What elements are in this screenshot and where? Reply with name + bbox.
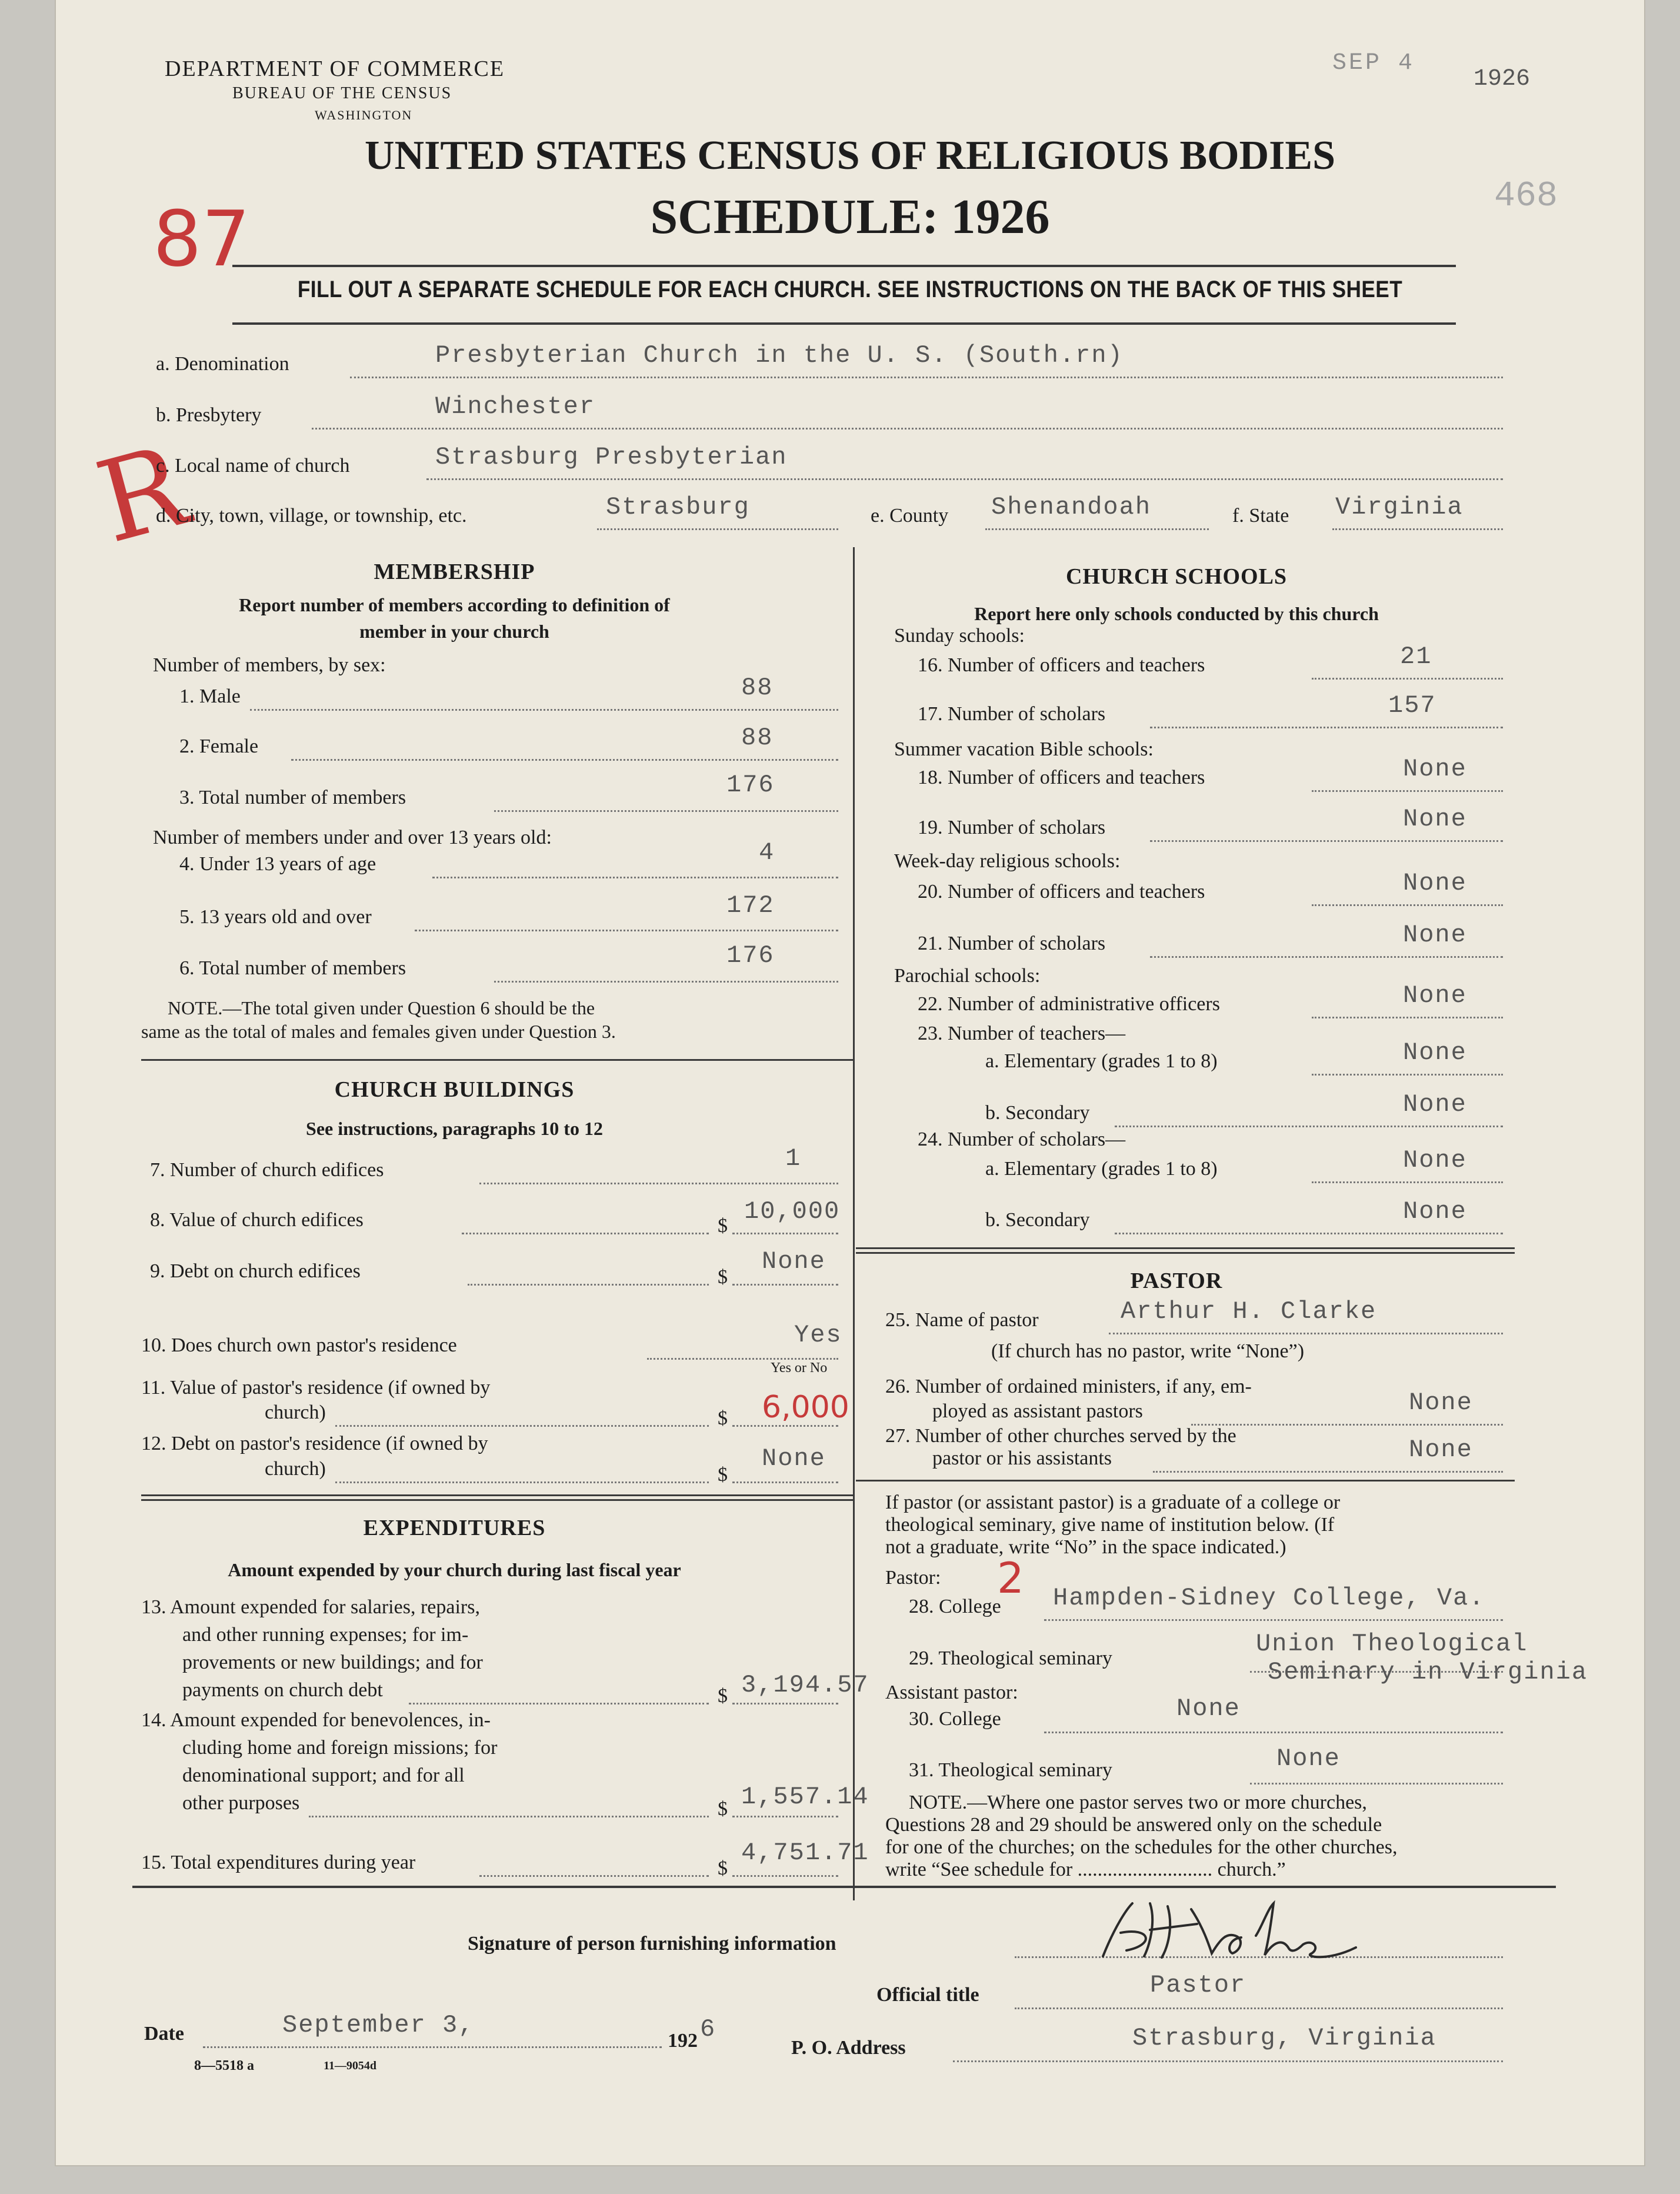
q23a-value[interactable]: None	[1403, 1038, 1467, 1067]
q8-label: 8. Value of church edifices	[150, 1209, 364, 1231]
pastor-note-line1: NOTE.—Where one pastor serves two or more churches,	[909, 1792, 1367, 1813]
q11-value[interactable]: 6,000	[762, 1390, 849, 1425]
q29-label: 29. Theological seminary	[909, 1647, 1112, 1669]
graduate-instruction-line1: If pastor (or assistant pastor) is a graduate of a college or	[885, 1491, 1341, 1513]
q5-label: 5. 13 years old and over	[179, 906, 372, 928]
presbytery-value[interactable]: Winchester	[435, 392, 596, 421]
q9-line	[468, 1284, 709, 1286]
q17-value[interactable]: 157	[1388, 691, 1436, 720]
state-line	[1332, 528, 1503, 530]
q4-value[interactable]: 4	[759, 838, 775, 867]
city-value[interactable]: Strasburg	[606, 493, 750, 521]
q22-label: 22. Number of administrative officers	[918, 993, 1220, 1015]
q30-line	[1044, 1732, 1503, 1733]
q5-value[interactable]: 172	[726, 891, 775, 920]
state-label: f. State	[1232, 505, 1289, 527]
body-bottom-rule	[132, 1886, 1556, 1888]
county-value[interactable]: Shenandoah	[991, 493, 1152, 521]
q14-label-line2: cluding home and foreign missions; for	[182, 1737, 498, 1759]
q15-line	[479, 1875, 709, 1877]
q14-label-line4: other purposes	[182, 1792, 300, 1814]
q7-label: 7. Number of church edifices	[150, 1159, 384, 1181]
q11-label-line1: 11. Value of pastor's residence (if owned by	[141, 1377, 491, 1399]
header-rule-top	[232, 265, 1456, 267]
q1-line	[250, 709, 838, 711]
q15-amount-line	[732, 1875, 838, 1877]
city-line	[597, 528, 838, 530]
presbytery-label: b. Presbytery	[156, 404, 262, 426]
q12-label-line1: 12. Debt on pastor's residence (if owned by	[141, 1433, 488, 1454]
q19-value[interactable]: None	[1403, 805, 1467, 833]
q12-label-line2: church)	[265, 1458, 326, 1480]
q14-label-line3: denominational support; and for all	[182, 1764, 465, 1786]
q30-label: 30. College	[909, 1708, 1001, 1730]
q23b-label: b. Secondary	[985, 1102, 1090, 1124]
q24b-label: b. Secondary	[985, 1209, 1090, 1231]
q16-label: 16. Number of officers and teachers	[918, 654, 1205, 676]
pastor-note-line3: for one of the churches; on the schedules for the other churches,	[885, 1836, 1398, 1858]
q5-line	[415, 930, 838, 931]
q26-value[interactable]: None	[1409, 1389, 1473, 1417]
q2-line	[291, 759, 838, 761]
q20-label: 20. Number of officers and teachers	[918, 881, 1205, 903]
q27-line	[1153, 1471, 1503, 1473]
official-title-line	[1015, 2007, 1503, 2009]
q27-value[interactable]: None	[1409, 1436, 1473, 1464]
assistant-pastor-subheading: Assistant pastor:	[885, 1682, 1018, 1703]
date-year-digit[interactable]: 6	[700, 2015, 716, 2043]
red-handwritten-letter: R	[84, 421, 200, 568]
q24a-line	[1312, 1181, 1503, 1183]
city-label: d. City, town, village, or township, etc.	[156, 505, 467, 527]
q14-line	[309, 1816, 709, 1817]
weekday-schools-label: Week-day religious schools:	[894, 850, 1121, 872]
q13-label-line4: payments on church debt	[182, 1679, 383, 1701]
q28-value[interactable]: Hampden-Sidney College, Va.	[1053, 1584, 1485, 1612]
q23b-value[interactable]: None	[1403, 1090, 1467, 1118]
schools-end-rule-2	[856, 1252, 1515, 1254]
date-value[interactable]: September 3,	[282, 2011, 475, 2039]
official-title-label: Official title	[876, 1984, 979, 2006]
q8-line	[462, 1233, 709, 1234]
q20-line	[1312, 904, 1503, 906]
q14-label-line1: 14. Amount expended for benevolences, in-	[141, 1709, 491, 1731]
q8-dollar: $	[718, 1215, 728, 1237]
date-label: Date	[144, 2023, 184, 2045]
pastor-note-line4: write “See schedule for ........................... church.”	[885, 1859, 1286, 1880]
q14-value[interactable]: 1,557.14	[741, 1783, 869, 1811]
denomination-line	[350, 377, 1503, 378]
po-address-line	[953, 2060, 1503, 2062]
q24b-value[interactable]: None	[1403, 1197, 1467, 1226]
official-title-value[interactable]: Pastor	[1150, 1971, 1246, 1999]
q16-value[interactable]: 21	[1400, 642, 1432, 671]
graduate-instruction-line2: theological seminary, give name of institution below. (If	[885, 1514, 1335, 1536]
membership-note-line2: same as the total of males and females given under Question 3.	[141, 1021, 616, 1042]
q13-label-line1: 13. Amount expended for salaries, repairs,	[141, 1596, 480, 1618]
q2-value[interactable]: 88	[741, 724, 774, 752]
date-line	[203, 2046, 662, 2048]
q3-line	[494, 810, 838, 812]
q28-line	[1044, 1619, 1503, 1621]
summer-schools-label: Summer vacation Bible schools:	[894, 738, 1154, 760]
q23a-line	[1312, 1074, 1503, 1076]
city-heading: WASHINGTON	[315, 108, 413, 122]
pastor-heading: PASTOR	[1130, 1269, 1223, 1293]
county-line	[985, 528, 1209, 530]
presbytery-line	[312, 428, 1503, 430]
form-instructions-banner: FILL OUT A SEPARATE SCHEDULE FOR EACH CHURCH. SEE INSTRUCTIONS ON THE BACK OF THIS SHEET	[297, 277, 1403, 302]
q8-value[interactable]: 10,000	[744, 1197, 841, 1226]
q27-label-line2: pastor or his assistants	[932, 1447, 1112, 1469]
q13-label-line2: and other running expenses; for im-	[182, 1624, 469, 1646]
q25-label: 25. Name of pastor	[885, 1309, 1039, 1331]
q21-value[interactable]: None	[1403, 921, 1467, 949]
q4-line	[432, 877, 838, 878]
q13-dollar: $	[718, 1685, 728, 1707]
q18-label: 18. Number of officers and teachers	[918, 767, 1205, 788]
q10-hint: Yes or No	[771, 1360, 828, 1376]
q16-line	[1312, 678, 1503, 680]
q23a-label: a. Elementary (grades 1 to 8)	[985, 1050, 1218, 1072]
pastor-note-line2: Questions 28 and 29 should be answered only on the schedule	[885, 1814, 1382, 1836]
q14-dollar: $	[718, 1798, 728, 1820]
q3-label: 3. Total number of members	[179, 787, 406, 808]
q14-amount-line	[732, 1816, 838, 1817]
church-name-label: c. Local name of church	[156, 455, 350, 477]
q25-hint: (If church has no pastor, write “None”)	[991, 1340, 1305, 1362]
q22-line	[1312, 1017, 1503, 1018]
red-handwritten-number: 87	[153, 194, 251, 284]
q13-value[interactable]: 3,194.57	[741, 1671, 869, 1699]
church-name-value[interactable]: Strasburg Presbyterian	[435, 443, 788, 471]
q7-value[interactable]: 1	[785, 1144, 802, 1173]
q10-label: 10. Does church own pastor's residence	[141, 1334, 457, 1356]
received-year-stamp: 1926	[1474, 66, 1531, 92]
signature-label: Signature of person furnishing information	[468, 1933, 836, 1955]
q11-label-line2: church)	[265, 1401, 326, 1423]
department-heading: DEPARTMENT OF COMMERCE	[165, 56, 505, 81]
members-by-age-label: Number of members under and over 13 years old:	[153, 827, 552, 848]
q19-label: 19. Number of scholars	[918, 817, 1106, 838]
date-year-prefix: 192	[668, 2030, 698, 2052]
form-number: 8—5518 a	[194, 2058, 254, 2073]
church-name-line	[426, 478, 1503, 480]
q17-line	[1150, 727, 1503, 728]
q11-line	[335, 1425, 709, 1427]
pastor-subheading: Pastor:	[885, 1567, 941, 1589]
q26-label-line1: 26. Number of ordained ministers, if any, em-	[885, 1376, 1252, 1397]
q24a-value[interactable]: None	[1403, 1146, 1467, 1174]
q9-value[interactable]: None	[762, 1247, 826, 1276]
form-title: UNITED STATES CENSUS OF RELIGIOUS BODIES	[364, 133, 1336, 178]
schools-intro: Report here only schools conducted by this church	[974, 603, 1379, 624]
q31-line	[1250, 1783, 1503, 1785]
q23b-line	[1115, 1126, 1503, 1127]
q18-line	[1312, 790, 1503, 792]
pastor-signature	[1079, 1892, 1374, 1974]
received-date-stamp: SEP 4	[1332, 50, 1415, 76]
q7-line	[479, 1183, 838, 1184]
q4-label: 4. Under 13 years of age	[179, 853, 376, 875]
members-by-sex-label: Number of members, by sex:	[153, 654, 386, 676]
q13-label-line3: provements or new buildings; and for	[182, 1652, 483, 1673]
state-value[interactable]: Virginia	[1335, 493, 1464, 521]
q29-value-line2[interactable]: Seminary in Virginia	[1268, 1658, 1588, 1686]
q21-label: 21. Number of scholars	[918, 933, 1106, 954]
membership-heading: MEMBERSHIP	[374, 560, 535, 584]
sunday-schools-label: Sunday schools:	[894, 625, 1025, 647]
po-address-label: P. O. Address	[791, 2037, 906, 2059]
q20-value[interactable]: None	[1403, 869, 1467, 897]
q15-dollar: $	[718, 1857, 728, 1879]
q12-value[interactable]: None	[762, 1444, 826, 1473]
q2-label: 2. Female	[179, 735, 259, 757]
q13-amount-line	[732, 1703, 838, 1704]
q10-value[interactable]: Yes	[794, 1321, 842, 1349]
q15-value[interactable]: 4,751.71	[741, 1839, 869, 1867]
q26-line	[1191, 1424, 1503, 1426]
pastor-mid-rule	[856, 1480, 1515, 1481]
q31-label: 31. Theological seminary	[909, 1759, 1112, 1781]
header-rule-bottom	[232, 322, 1456, 325]
schedule-title: SCHEDULE: 1926	[650, 189, 1050, 244]
q31-value[interactable]: None	[1276, 1744, 1341, 1773]
q11-dollar: $	[718, 1407, 728, 1429]
q12-amount-line	[732, 1481, 838, 1483]
print-number: 11—9054d	[324, 2059, 377, 2072]
q13-line	[409, 1703, 709, 1704]
q12-dollar: $	[718, 1464, 728, 1486]
q21-line	[1150, 956, 1503, 958]
q30-value[interactable]: None	[1176, 1694, 1241, 1723]
buildings-end-rule	[141, 1494, 853, 1496]
q8-amount-line	[732, 1233, 838, 1234]
q6-label: 6. Total number of members	[179, 957, 406, 979]
membership-intro-line2: member in your church	[359, 621, 549, 642]
census-schedule-sheet	[56, 0, 1644, 2165]
membership-end-rule	[141, 1059, 853, 1061]
q6-line	[494, 981, 838, 983]
q24a-label: a. Elementary (grades 1 to 8)	[985, 1158, 1218, 1180]
q19-line	[1150, 840, 1503, 842]
q25-line	[1109, 1333, 1503, 1334]
denomination-label: a. Denomination	[156, 353, 289, 375]
bureau-heading: BUREAU OF THE CENSUS	[232, 84, 452, 102]
q10-line	[647, 1358, 838, 1360]
q23-label: 23. Number of teachers—	[918, 1023, 1126, 1044]
parochial-schools-label: Parochial schools:	[894, 965, 1041, 987]
q6-value[interactable]: 176	[726, 941, 775, 970]
q9-amount-line	[732, 1284, 838, 1286]
schools-heading: CHURCH SCHOOLS	[1065, 564, 1288, 589]
q11-amount-line	[732, 1425, 838, 1427]
q22-value[interactable]: None	[1403, 981, 1467, 1010]
membership-note-line1: NOTE.—The total given under Question 6 should be the	[168, 997, 595, 1018]
file-number-stamp: 468	[1494, 177, 1558, 217]
buildings-end-rule-2	[141, 1499, 853, 1501]
denomination-value[interactable]: Presbyterian Church in the U. S. (South.rn)	[435, 341, 1124, 369]
q12-line	[335, 1481, 709, 1483]
buildings-heading: CHURCH BUILDINGS	[334, 1077, 575, 1102]
q24b-line	[1115, 1233, 1503, 1234]
q3-value[interactable]: 176	[726, 771, 775, 799]
q29-value-line1[interactable]: Union Theological	[1256, 1630, 1528, 1658]
q26-label-line2: ployed as assistant pastors	[932, 1400, 1143, 1422]
county-label: e. County	[871, 505, 949, 527]
q9-label: 9. Debt on church edifices	[150, 1260, 361, 1282]
q17-label: 17. Number of scholars	[918, 703, 1106, 725]
q18-value[interactable]: None	[1403, 755, 1467, 783]
po-address-value[interactable]: Strasburg, Virginia	[1132, 2024, 1436, 2052]
membership-intro-line1: Report number of members according to definition of	[239, 594, 670, 615]
expenditures-heading: EXPENDITURES	[363, 1516, 546, 1540]
q24-label: 24. Number of scholars—	[918, 1128, 1126, 1150]
buildings-intro: See instructions, paragraphs 10 to 12	[306, 1118, 603, 1139]
q9-dollar: $	[718, 1266, 728, 1288]
q28-label: 28. College	[909, 1596, 1001, 1617]
q1-label: 1. Male	[179, 685, 241, 707]
graduate-instruction-line3: not a graduate, write “No” in the space indicated.)	[885, 1536, 1286, 1558]
q25-value[interactable]: Arthur H. Clarke	[1121, 1297, 1377, 1326]
q1-value[interactable]: 88	[741, 674, 774, 702]
pastor-red-mark: 2	[997, 1553, 1024, 1603]
expenditures-intro: Amount expended by your church during last fiscal year	[228, 1559, 681, 1580]
q15-label: 15. Total expenditures during year	[141, 1852, 416, 1873]
schools-end-rule	[856, 1247, 1515, 1249]
q27-label-line1: 27. Number of other churches served by the	[885, 1425, 1236, 1447]
